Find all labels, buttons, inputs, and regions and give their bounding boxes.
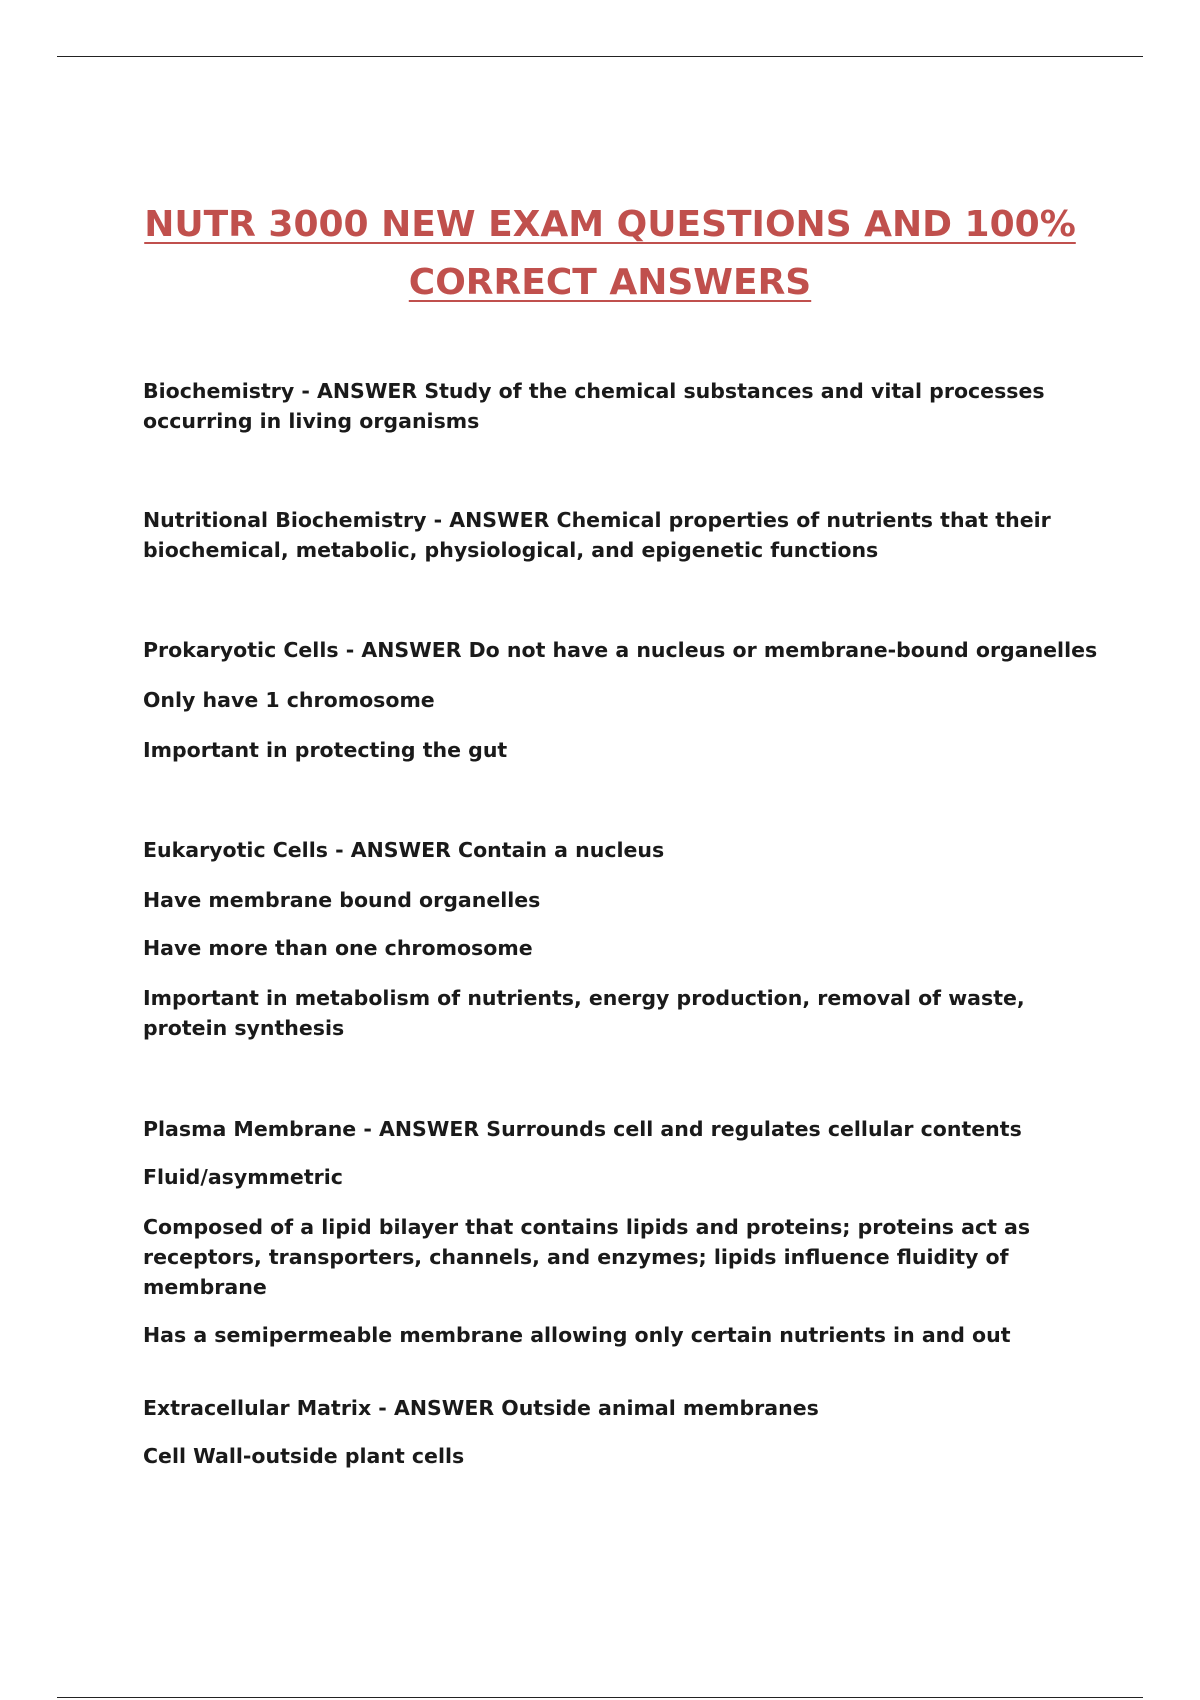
entry-prokaryotic-cells (143, 635, 1103, 785)
entry-line: Has a semipermeable membrane allowing only certain nutrients in and out (143, 1323, 1011, 1347)
entry-line: Only have 1 chromosome (143, 688, 435, 712)
entry-nutritional-biochemistry (143, 505, 1103, 585)
entry-line: Biochemistry - ANSWER Study of the chemical substances and vital processes occurring in living organisms (143, 379, 1045, 433)
entry-line: Prokaryotic Cells - ANSWER Do not have a nucleus or membrane-bound organelles (143, 638, 1098, 662)
entry-biochemistry (143, 376, 1103, 456)
page-title-text: NUTR 3000 NEW EXAM QUESTIONS AND 100% CORRECT ANSWERS (144, 204, 1076, 303)
entry-plasma-membrane (143, 1114, 1103, 1370)
top-rule (57, 56, 1143, 57)
entry-line: Important in metabolism of nutrients, energy production, removal of waste, protein synthesis (143, 986, 1025, 1040)
entry-line: Cell Wall-outside plant cells (143, 1444, 465, 1468)
entry-line: Important in protecting the gut (143, 738, 508, 762)
entry-line: Composed of a lipid bilayer that contains lipids and proteins; proteins act as receptors, transporters, channels, and enzymes; lipids influence fluidity of membrane (143, 1215, 1031, 1299)
bottom-rule (57, 1697, 1143, 1698)
entry-line: Eukaryotic Cells - ANSWER Contain a nucleus (143, 838, 665, 862)
entry-line: Plasma Membrane - ANSWER Surrounds cell and regulates cellular contents (143, 1117, 1022, 1141)
entry-line: Fluid/asymmetric (143, 1165, 343, 1189)
entry-line: Have membrane bound organelles (143, 888, 541, 912)
page-title (140, 196, 1080, 312)
entry-eukaryotic-cells (143, 835, 1103, 1063)
entry-extracellular-matrix (143, 1393, 1103, 1491)
entry-line: Have more than one chromosome (143, 936, 533, 960)
entry-line: Nutritional Biochemistry - ANSWER Chemical properties of nutrients that their biochemical, metabolic, physiological, and epigenetic functions (143, 508, 1051, 562)
entry-line: Extracellular Matrix - ANSWER Outside animal membranes (143, 1396, 819, 1420)
